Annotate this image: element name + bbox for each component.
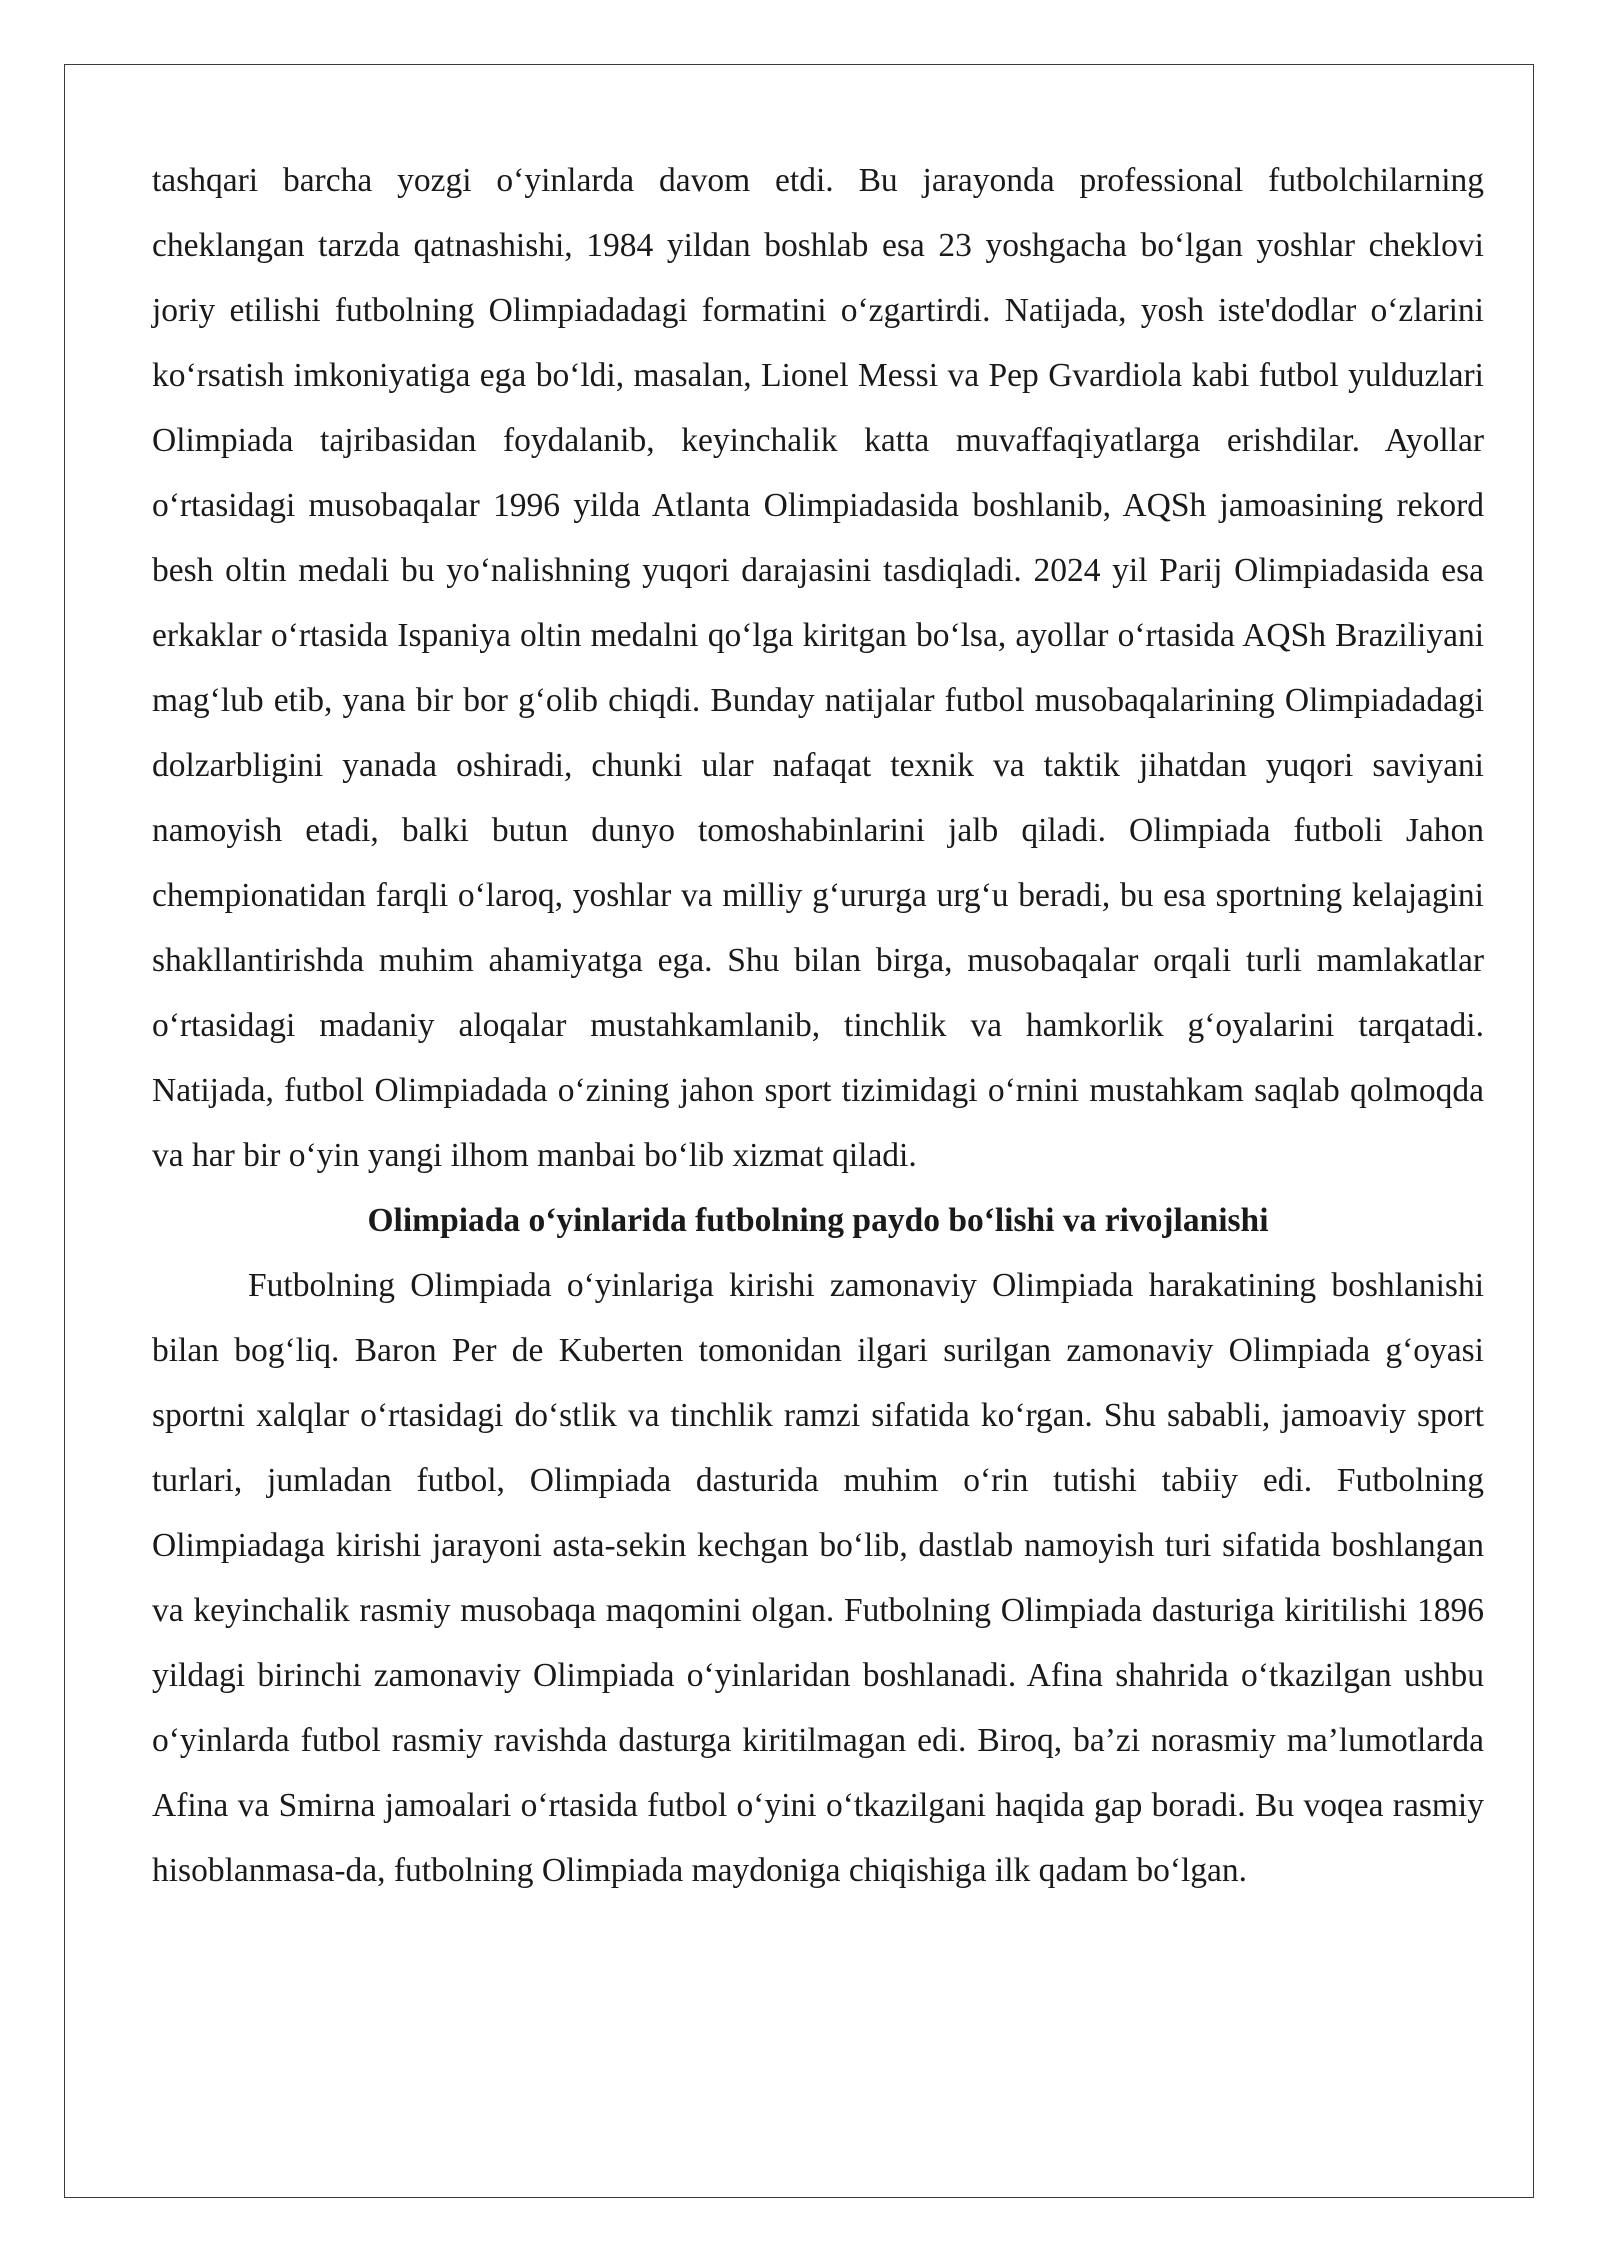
paragraph-continuation: tashqari barcha yozgi o‘yinlarda davom etdi. Bu jarayonda professional futbolchilarning cheklangan tarzda qatnashishi, 1984 yildan boshlab esa 23 yoshgacha bo‘lgan yoshlar cheklovi joriy etilishi futbolning Olimpiadadagi formatini o‘zgartirdi. Natijada, yosh iste'dodlar o‘zlarini ko‘rsatish imkoniyatiga ega bo‘ldi, masalan, Lionel Messi va Pep Gvardiola kabi futbol yulduzlari Olimpiada tajribasidan foydalanib, keyinchalik katta muvaffaqiyatlarga erishdilar. Ayollar o‘rtasidagi musobaqalar 1996 yilda Atlanta Olimpiadasida boshlanib, AQSh jamoasining rekord besh oltin medali bu yo‘nalishning yuqori darajasini tasdiqladi. 2024 yil Parij Olimpiadasida esa erkaklar o‘rtasida Ispaniya oltin medalni qo‘lga kiritgan bo‘lsa, ayollar o‘rtasida AQSh Braziliyani mag‘lub etib, yana bir bor g‘olib chiqdi. Bunday natijalar futbol musobaqalarining Olimpiadadagi dolzarbligini yanada oshiradi, chunki ular nafaqat texnik va taktik jihatdan yuqori saviyani namoyish etadi, balki butun dunyo tomoshabinlarini jalb qiladi. Olimpiada futboli Jahon chempionatidan farqli o‘laroq, yoshlar va milliy g‘ururga urg‘u beradi, bu esa sportning kelajagini shakllantirishda muhim ahamiyatga ega. Shu bilan birga, musobaqalar orqali turli mamlakatlar o‘rtasidagi madaniy aloqalar mustahkamlanib, tinchlik va hamkorlik g‘oyalarini tarqatadi. Natijada, futbol Olimpiadada o‘zining jahon sport tizimidagi o‘rnini mustahkam saqlab qolmoqda va har bir o‘yin yangi ilhom manbai bo‘lib xizmat qiladi.	[152, 162, 1484, 1174]
document-body	[152, 148, 1484, 1903]
section-heading: Olimpiada o‘yinlarida futbolning paydo bo‘lishi va rivojlanishi	[367, 1202, 1269, 1239]
paragraph-section-intro: Futbolning Olimpiada o‘yinlariga kirishi zamonaviy Olimpiada harakatining boshlanishi bilan bog‘liq. Baron Per de Kuberten tomonidan ilgari surilgan zamonaviy Olimpiada g‘oyasi sportni xalqlar o‘rtasidagi do‘stlik va tinchlik ramzi sifatida ko‘rgan. Shu sababli, jamoaviy sport turlari, jumladan futbol, Olimpiada dasturida muhim o‘rin tutishi tabiiy edi. Futbolning Olimpiadaga kirishi jarayoni asta-sekin kechgan bo‘lib, dastlab namoyish turi sifatida boshlangan va keyinchalik rasmiy musobaqa maqomini olgan. Futbolning Olimpiada dasturiga kiritilishi 1896 yildagi birinchi zamonaviy Olimpiada o‘yinlaridan boshlanadi. Afina shahrida o‘tkazilgan ushbu o‘yinlarda futbol rasmiy ravishda dasturga kiritilmagan edi. Biroq, ba’zi norasmiy ma’lumotlarda Afina va Smirna jamoalari o‘rtasida futbol o‘yini o‘tkazilgani haqida gap boradi. Bu voqea rasmiy hisoblanmasa-da, futbolning Olimpiada maydoniga chiqishiga ilk qadam bo‘lgan.	[152, 1267, 1484, 1889]
